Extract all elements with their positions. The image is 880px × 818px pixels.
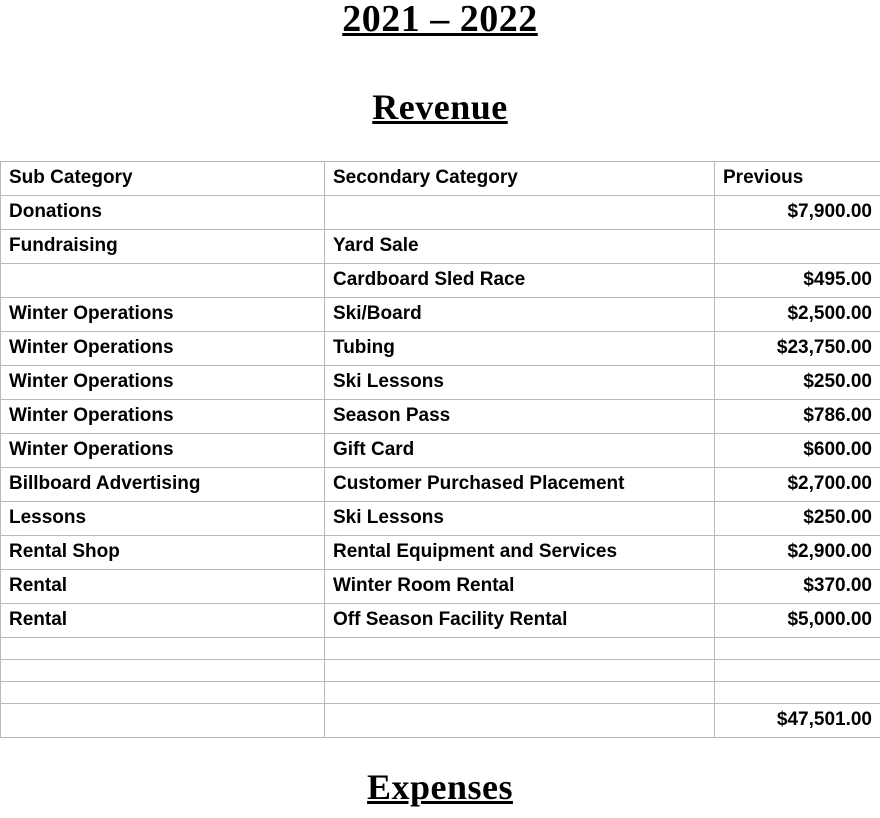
table-row — [1, 366, 880, 400]
cell-sub-category: Rental Shop — [1, 536, 325, 570]
cell-previous: $600.00 — [715, 434, 880, 468]
cell-previous — [715, 682, 880, 704]
table-row — [1, 298, 880, 332]
cell-previous — [715, 660, 880, 682]
page-title: 2021 – 2022 — [342, 0, 538, 40]
cell-secondary-category: Winter Room Rental — [325, 570, 715, 604]
cell-previous: $370.00 — [715, 570, 880, 604]
cell-previous: $250.00 — [715, 366, 880, 400]
cell-sub-category: Winter Operations — [1, 366, 325, 400]
cell-sub-category: Winter Operations — [1, 332, 325, 366]
table-row — [1, 400, 880, 434]
cell-previous-total: $47,501.00 — [715, 704, 880, 738]
cell-secondary-category — [325, 638, 715, 660]
table-row — [1, 434, 880, 468]
table-row — [1, 196, 880, 230]
cell-secondary-category: Ski Lessons — [325, 502, 715, 536]
cell-secondary-category: Rental Equipment and Services — [325, 536, 715, 570]
cell-secondary-category — [325, 660, 715, 682]
cell-sub-category — [1, 660, 325, 682]
table-total-row — [1, 704, 880, 738]
cell-sub-category: Lessons — [1, 502, 325, 536]
column-header-previous: Previous — [715, 162, 880, 196]
table-row — [1, 264, 880, 298]
table-row — [1, 230, 880, 264]
table-row — [1, 536, 880, 570]
table-row — [1, 502, 880, 536]
cell-secondary-category — [325, 682, 715, 704]
table-row — [1, 570, 880, 604]
cell-sub-category — [1, 682, 325, 704]
cell-previous: $786.00 — [715, 400, 880, 434]
section-heading-revenue: Revenue — [372, 87, 508, 127]
table-row — [1, 682, 880, 704]
cell-sub-category — [1, 704, 325, 738]
table-row — [1, 638, 880, 660]
cell-sub-category: Billboard Advertising — [1, 468, 325, 502]
cell-previous: $23,750.00 — [715, 332, 880, 366]
cell-sub-category: Rental — [1, 570, 325, 604]
table-row — [1, 604, 880, 638]
cell-previous — [715, 638, 880, 660]
cell-sub-category: Winter Operations — [1, 400, 325, 434]
cell-previous — [715, 230, 880, 264]
cell-secondary-category: Cardboard Sled Race — [325, 264, 715, 298]
cell-previous: $2,700.00 — [715, 468, 880, 502]
cell-previous: $250.00 — [715, 502, 880, 536]
cell-secondary-category: Ski Lessons — [325, 366, 715, 400]
cell-previous: $5,000.00 — [715, 604, 880, 638]
cell-sub-category: Winter Operations — [1, 434, 325, 468]
table-row — [1, 332, 880, 366]
cell-sub-category: Fundraising — [1, 230, 325, 264]
table-row — [1, 468, 880, 502]
cell-secondary-category — [325, 704, 715, 738]
cell-previous: $7,900.00 — [715, 196, 880, 230]
cell-sub-category: Winter Operations — [1, 298, 325, 332]
cell-secondary-category: Tubing — [325, 332, 715, 366]
cell-secondary-category: Customer Purchased Placement — [325, 468, 715, 502]
cell-sub-category: Rental — [1, 604, 325, 638]
cell-secondary-category: Ski/Board — [325, 298, 715, 332]
cell-secondary-category — [325, 196, 715, 230]
cell-secondary-category: Yard Sale — [325, 230, 715, 264]
cell-secondary-category: Season Pass — [325, 400, 715, 434]
cell-sub-category: Donations — [1, 196, 325, 230]
cell-secondary-category: Off Season Facility Rental — [325, 604, 715, 638]
cell-previous: $495.00 — [715, 264, 880, 298]
cell-sub-category — [1, 264, 325, 298]
column-header-secondary-category: Secondary Category — [325, 162, 715, 196]
table-header-row — [1, 162, 880, 196]
cell-sub-category — [1, 638, 325, 660]
revenue-table — [0, 161, 880, 738]
cell-secondary-category: Gift Card — [325, 434, 715, 468]
table-row — [1, 660, 880, 682]
cell-previous: $2,500.00 — [715, 298, 880, 332]
column-header-sub-category: Sub Category — [1, 162, 325, 196]
cell-previous: $2,900.00 — [715, 536, 880, 570]
section-heading-expenses: Expenses — [366, 767, 514, 807]
